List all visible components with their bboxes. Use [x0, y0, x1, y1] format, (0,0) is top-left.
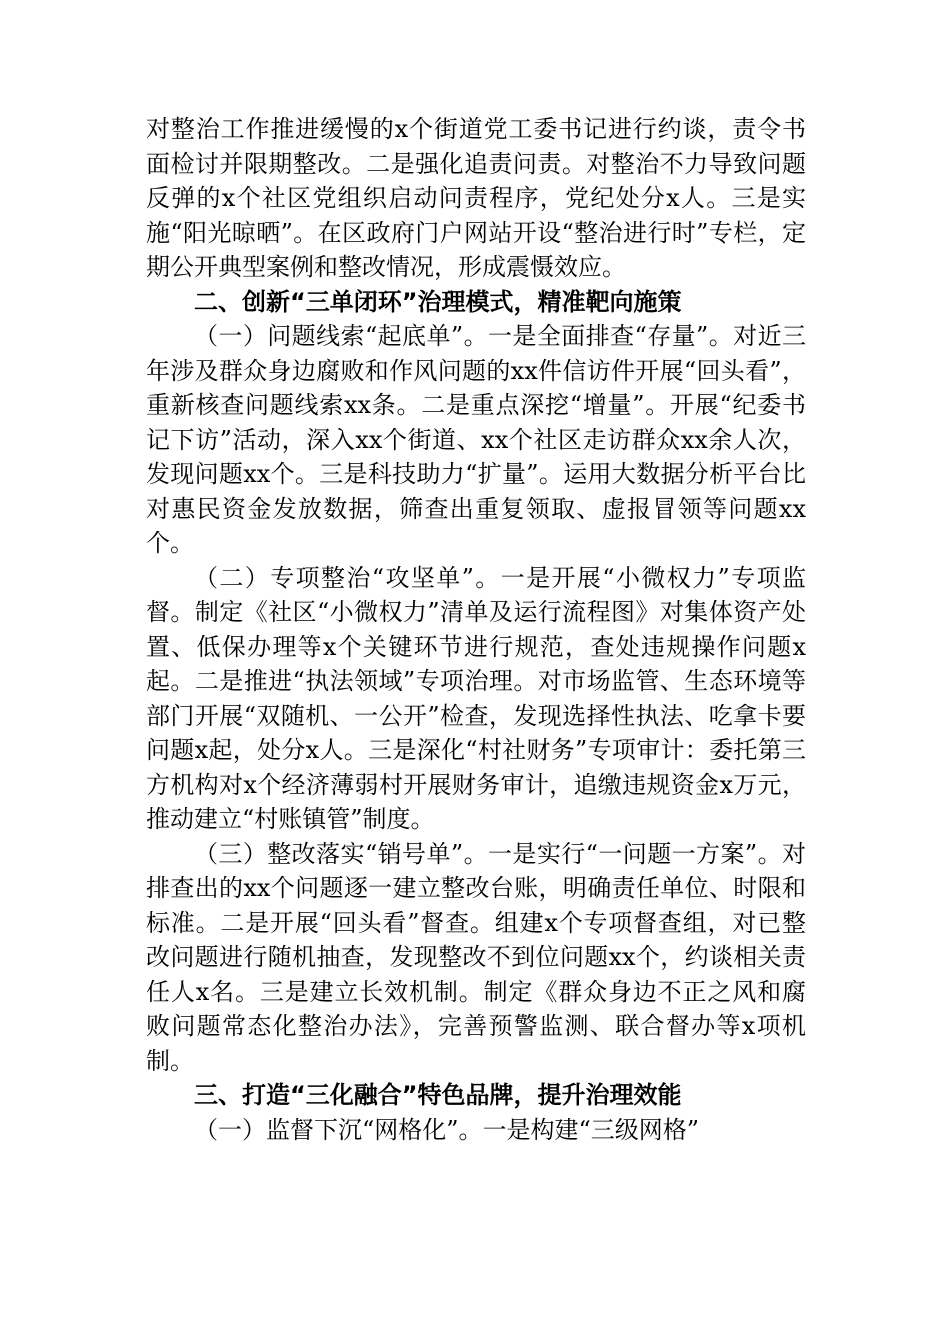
paragraph-item-2: （二）专项整治“攻坚单”。一是开展“小微权力”专项监督。制定《社区“小微权力”清单及运行流程图》对集体资产处置、低保办理等x个关键环节进行规范，查处违规操作问题x起。二是推进“执法领域”专项治理。对市场监管、生态环境等部门开展“双随机、一公开”检查，发现选择性执法、吃拿卡要问题x起，处分x人。三是深化“村社财务”专项审计：委托第三方机构对x个经济薄弱村开展财务审计，追缴违规资金x万元，推动建立“村账镇管”制度。	[146, 563, 806, 833]
document-body	[146, 112, 806, 1147]
section-heading-2: 二、创新“三单闭环”治理模式，精准靶向施策	[194, 287, 682, 316]
paragraph-item-4: （一）监督下沉“网格化”。一是构建“三级网格”	[194, 1115, 700, 1144]
paragraph-item-3: （三）整改落实“销号单”。一是实行“一问题一方案”。对排查出的xx个问题逐一建立整改台账，明确责任单位、时限和标准。二是开展“回头看”督查。组建x个专项督查组，对已整改问题进行随机抽查，发现整改不到位问题xx个，约谈相关责任人x名。三是建立长效机制。制定《群众身边不正之风和腐败问题常态化整治办法》，完善预警监测、联合督办等x项机制。	[146, 839, 806, 1075]
paragraph-continuation: 对整治工作推进缓慢的x个街道党工委书记进行约谈，责令书面检讨并限期整改。二是强化追责问责。对整治不力导致问题反弹的x个社区党组织启动问责程序，党纪处分x人。三是实施“阳光晾晒”。在区政府门户网站开设“整治进行时”专栏，定期公开典型案例和整改情况，形成震慑效应。	[146, 115, 806, 281]
section-heading-3: 三、打造“三化融合”特色品牌，提升治理效能	[194, 1081, 682, 1109]
paragraph-item-1: （一）问题线索“起底单”。一是全面排查“存量”。对近三年涉及群众身边腐败和作风问题的xx件信访件开展“回头看”，重新核查问题线索xx条。二是重点深挖“增量”。开展“纪委书记下访”活动，深入xx个街道、xx个社区走访群众xx余人次，发现问题xx个。三是科技助力“扩量”。运用大数据分析平台比对惠民资金发放数据，筛查出重复领取、虚报冒领等问题xx个。	[146, 322, 806, 557]
